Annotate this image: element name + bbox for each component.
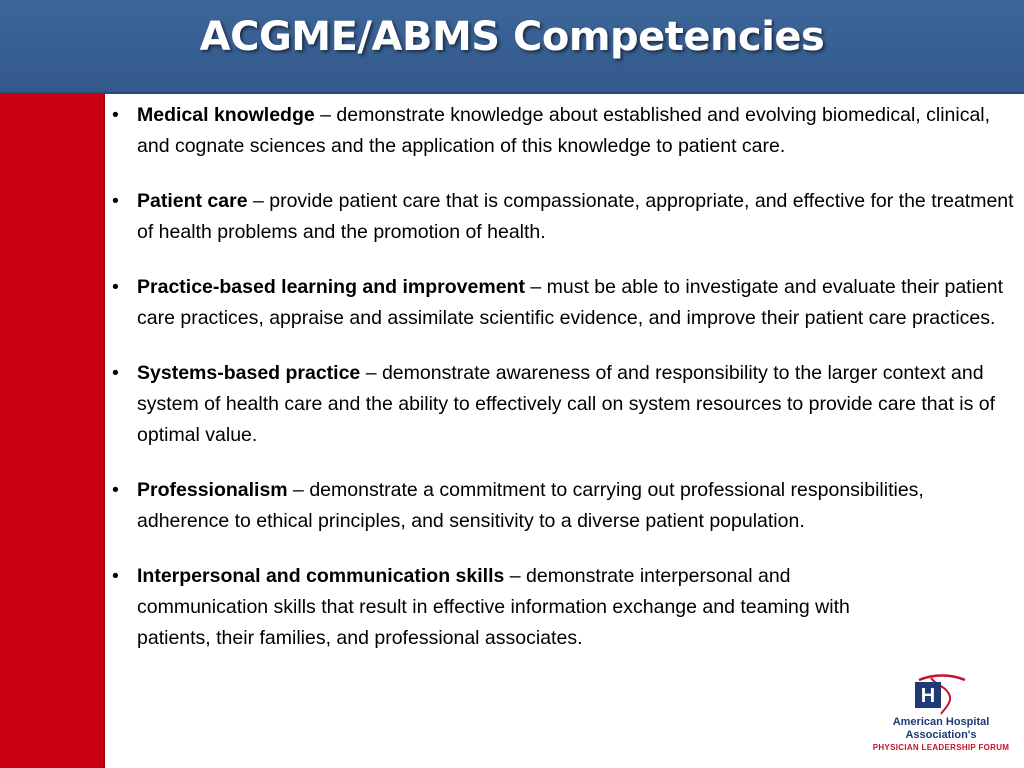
title-bar xyxy=(0,0,1024,94)
red-sidebar xyxy=(0,94,105,768)
competency-description: – demonstrate a commitment to carrying out professional responsibilities, adherence to ethical principles, and sensitivity to a diverse patient population. xyxy=(137,479,924,532)
bullet-marker: • xyxy=(112,479,119,501)
competency-term: Practice-based learning and improvement xyxy=(137,276,525,298)
competency-term: Medical knowledge xyxy=(137,104,315,126)
svg-text:H: H xyxy=(920,685,936,707)
competency-description: – must be able to investigate and evaluate their patient care practices, appraise and assimilate scientific evidence, and improve their patient care practices. xyxy=(137,276,1004,329)
competency-term: Interpersonal and communication skills xyxy=(137,565,505,587)
competency-term: Patient care xyxy=(137,190,248,212)
logo-text-line2: Association's xyxy=(905,729,977,741)
bullet-list xyxy=(112,100,1014,678)
competency-description: – demonstrate knowledge about established and evolving biomedical, clinical, and cognate sciences and the application of this knowledge to patient care. xyxy=(137,104,991,157)
list-item xyxy=(112,475,1014,537)
list-item xyxy=(112,100,1014,162)
list-item xyxy=(112,561,897,654)
logo-text-line1: American Hospital xyxy=(892,716,990,728)
list-item xyxy=(112,186,1014,248)
bullet-marker: • xyxy=(112,565,119,587)
bullet-marker: • xyxy=(112,104,119,126)
aha-logo xyxy=(866,670,1016,762)
competency-term: Systems-based practice xyxy=(137,362,361,384)
bullet-marker: • xyxy=(112,276,119,298)
bullet-marker: • xyxy=(112,362,119,384)
slide-title: ACGME/ABMS Competencies xyxy=(199,14,825,60)
bullet-marker: • xyxy=(112,190,119,212)
competency-term: Professionalism xyxy=(137,479,288,501)
competency-description: – provide patient care that is compassionate, appropriate, and effective for the treatment of health problems and the promotion of health. xyxy=(137,190,1014,243)
competency-description: – demonstrate interpersonal and communication skills that result in effective information exchange and teaming with patients, their families, and professional associates. xyxy=(137,565,850,649)
logo-text-line3: PHYSICIAN LEADERSHIP FORUM xyxy=(872,743,1010,752)
list-item xyxy=(112,358,1014,451)
hospital-h-icon xyxy=(911,672,971,716)
competency-description: – demonstrate awareness of and responsibility to the larger context and system of health care and the ability to effectively call on system resources to provide care that is of optimal value. xyxy=(137,362,996,446)
list-item xyxy=(112,272,1014,334)
